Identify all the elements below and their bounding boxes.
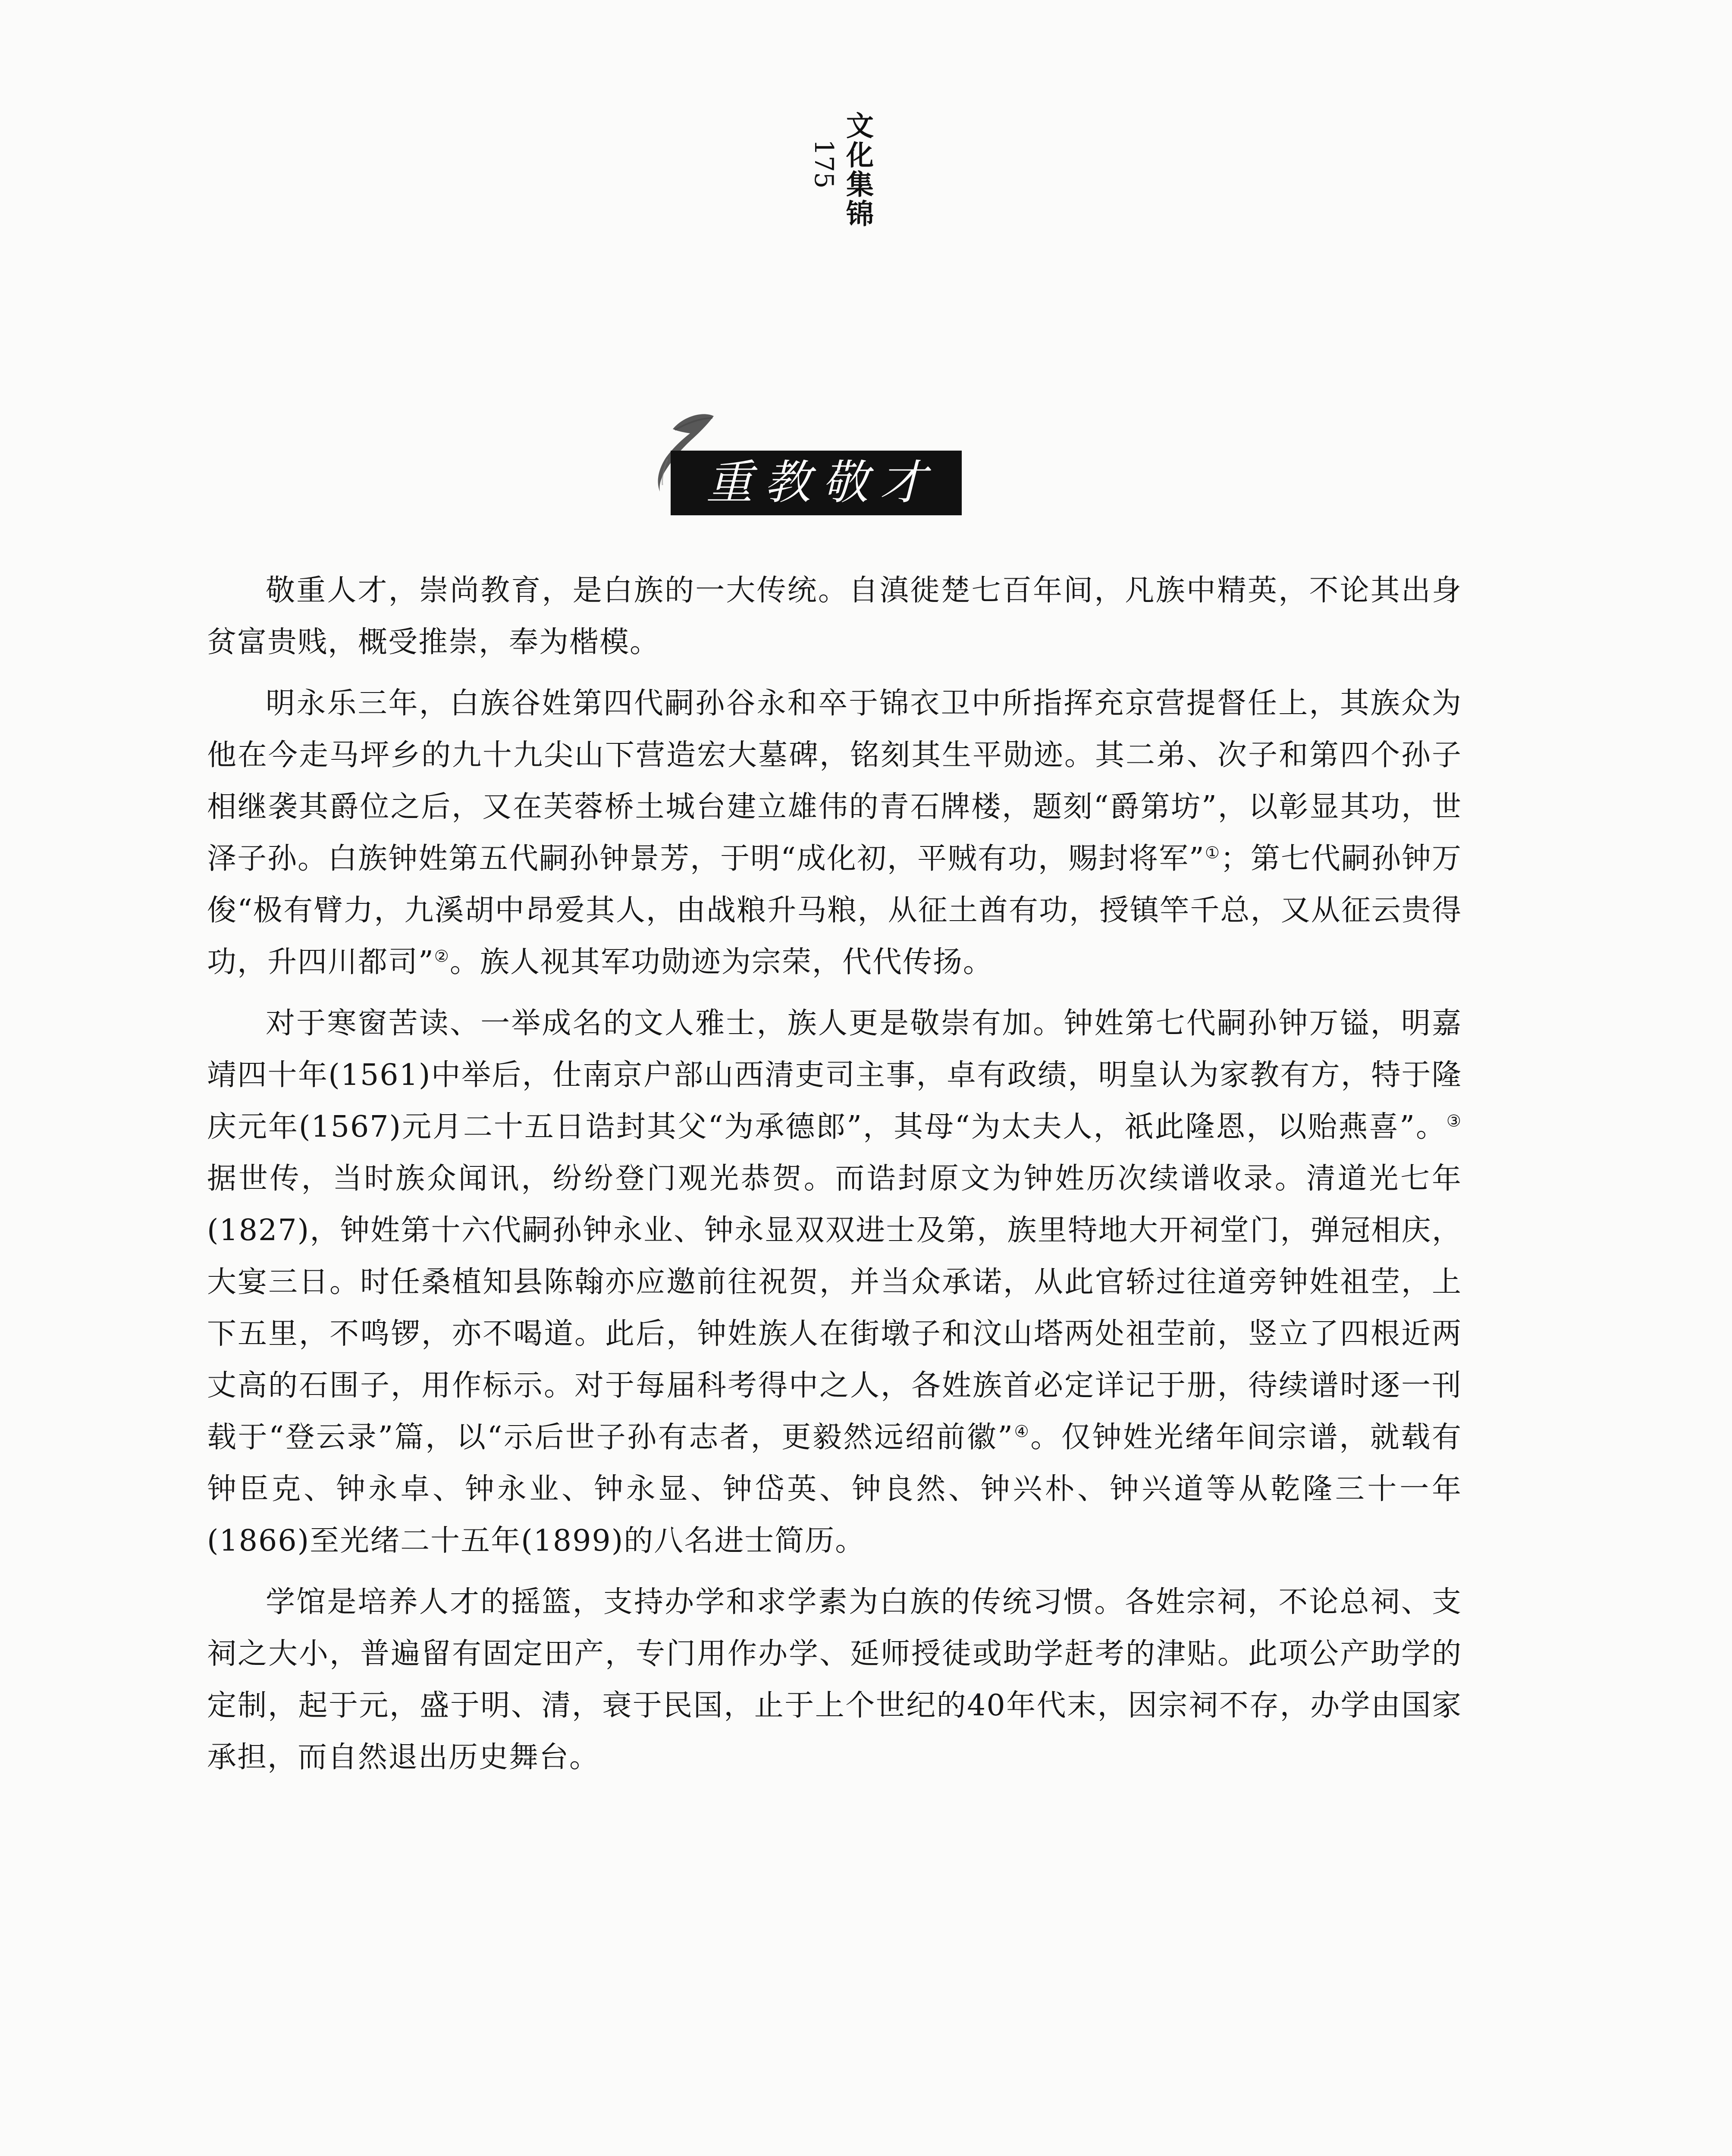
paragraph-text: 。仅钟姓光绪年间宗谱，就载有钟臣克、钟永卓、钟永业、钟永显、钟岱英、钟良然、钟兴朴、钟兴道等从乾隆三十一年(1866)至光绪二十五年(1899)的八名进士简历。	[207, 1420, 1462, 1558]
paragraph-text: 据世传，当时族众闻讯，纷纷登门观光恭贺。而诰封原文为钟姓历次续谱收录。清道光七年(1827)，钟姓第十六代嗣孙钟永业、钟永显双双进士及第，族里特地大开祠堂门，弹冠相庆，大宴三日。时任桑植知县陈翰亦应邀前往祝贺，并当众承诺，从此官轿过往道旁钟姓祖茔，上下五里，不鸣锣，亦不喝道。此后，钟姓族人在街墩子和汶山塔两处祖茔前，竖立了四根近两丈高的石围子，用作标示。对于每届科考得中之人，各姓族首必定详记于册，待续谱时逐一刊载于“登云录”篇，以“示后世子孙有志者，更毅然远绍前徽”	[207, 1162, 1462, 1454]
body-paragraph	[207, 678, 1462, 988]
footnote-marker: ③	[1446, 1111, 1462, 1131]
body-paragraph	[207, 565, 1462, 668]
chapter-title-block	[643, 399, 970, 528]
chapter-title: 重教敬才	[706, 456, 938, 510]
chapter-title-banner	[671, 451, 962, 515]
paragraph-text: 。族人视其军功勋迹为宗荣，代代传扬。	[449, 945, 993, 979]
paragraph-text: 敬重人才，崇尚教育，是白族的一大传统。自滇徙楚七百年间，凡族中精英，不论其出身贫富贵贱，概受推崇，奉为楷模。	[207, 573, 1462, 659]
paragraph-text: 明永乐三年，白族谷姓第四代嗣孙谷永和卒于锦衣卫中所指挥充京营提督任上，其族众为他在今走马坪乡的九十九尖山下营造宏大墓碑，铭刻其生平勋迹。其二弟、次子和第四个孙子相继袭其爵位之后，又在芙蓉桥土城台建立雄伟的青石牌楼，题刻“爵第坊”，以彰显其功，世泽子孙。白族钟姓第五代嗣孙钟景芳，于明“成化初，平贼有功，赐封将军”	[207, 686, 1462, 876]
running-header	[794, 111, 888, 249]
body-paragraph	[207, 1576, 1462, 1783]
paragraph-text: 学馆是培养人才的摇篮，支持办学和求学素为白族的传统习惯。各姓宗祠，不论总祠、支祠之大小，普遍留有固定田产，专门用作办学、延师授徒或助学赶考的津贴。此项公产助学的定制，起于元，盛于明、清，衰于民国，止于上个世纪的40年代末，因宗祠不存，办学由国家承担，而自然退出历史舞台。	[207, 1585, 1462, 1774]
body-text	[207, 565, 1462, 1793]
footnote-marker: ④	[1013, 1422, 1031, 1441]
footnote-marker: ①	[1205, 843, 1221, 862]
footnote-marker: ②	[434, 946, 450, 966]
page-number: 175	[809, 139, 839, 189]
paragraph-text: 对于寒窗苦读、一举成名的文人雅士，族人更是敬崇有加。钟姓第七代嗣孙钟万镒，明嘉靖四十年(1561)中举后，仕南京户部山西清吏司主事，卓有政绩，明皇认为家教有方，特于隆庆元年(1567)元月二十五日诰封其父“为承德郎”，其母“为太夫人，祇此隆恩，以贻燕喜”。	[207, 1006, 1462, 1144]
body-paragraph	[207, 998, 1462, 1567]
section-name: 文化集锦	[841, 111, 874, 229]
paragraph-text: ；第七代嗣孙钟万俊“极有臂力，九溪胡中昂爱其人，由战粮升马粮，从征土酋有功，授镇竿千总，又从征云贵得功，升四川都司”	[207, 842, 1462, 979]
